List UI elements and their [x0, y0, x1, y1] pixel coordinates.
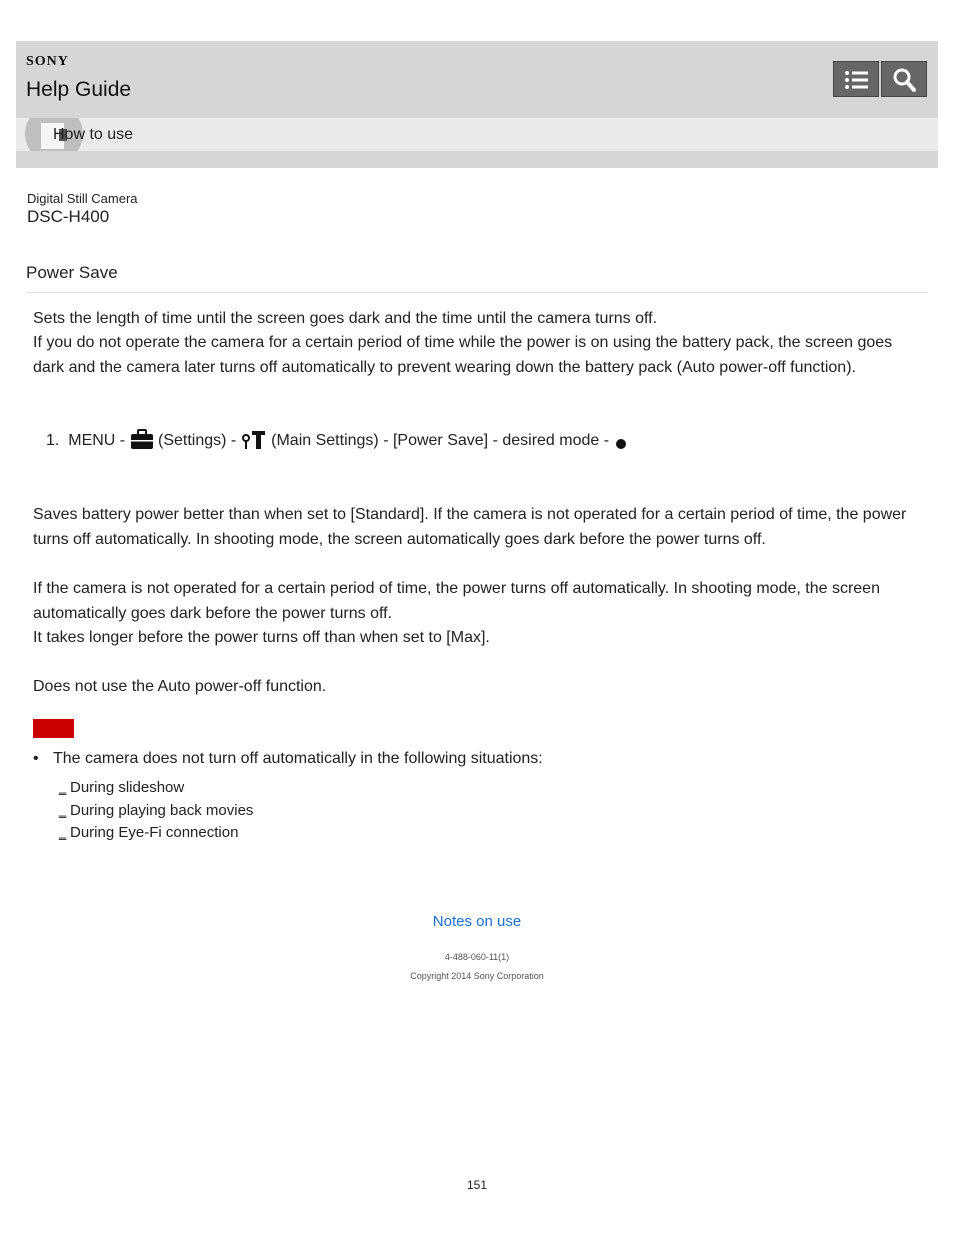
step-1 [46, 429, 628, 453]
sony-logo: SONY [26, 54, 69, 69]
settings-toolbox-icon [130, 429, 154, 450]
mode-standard-note: It takes longer before the power turns off than when set to [Max]. [33, 629, 490, 646]
product-model: DSC-H400 [27, 207, 110, 226]
note-bullet-text: The camera does not turn off automatically in the following situations: [53, 750, 543, 767]
confirm-dot-icon [614, 436, 628, 450]
mode-off-description: Does not use the Auto power-off function. [33, 678, 327, 695]
main-settings-tools-icon [241, 429, 267, 450]
page-title: Power Save [26, 263, 118, 282]
list-item: ‗ During Eye-Fi connection [59, 824, 239, 841]
copyright: Copyright 2014 Sony Corporation [410, 971, 544, 981]
note-badge [33, 719, 74, 738]
header [16, 41, 938, 168]
note-bullet [33, 747, 543, 771]
product-category: Digital Still Camera [27, 191, 138, 206]
step-menu-text: MENU - [68, 432, 130, 449]
dash-icon: ‗ [59, 825, 67, 840]
page-number: 151 [466, 1178, 488, 1192]
breadcrumb [16, 118, 938, 151]
mode-max-description: Saves battery power better than when set to [Standard]. If the camera is not operated for a certain period of time, the power turns off automatically. In shooting mode, the screen automatically goes dark before the power turns off. [33, 506, 907, 548]
intro-paragraph-2: If you do not operate the camera for a certain period of time while the power is on using the battery pack, the screen goes dark and the camera later turns off automatically to prevent wearing down the battery pack (Auto power-off function). [33, 334, 893, 376]
search-icon [882, 62, 928, 98]
search-button[interactable] [881, 61, 927, 97]
mode-standard-description: If the camera is not operated for a certain period of time, the power turns off automatically. In shooting mode, the screen automatically goes dark before the power turns off. [33, 580, 880, 622]
list-item: ‗ During slideshow [59, 779, 185, 796]
list-icon [834, 62, 880, 98]
step-number: 1. [46, 432, 60, 449]
bullet-icon: • [33, 750, 39, 767]
dash-icon: ‗ [59, 780, 67, 795]
toc-button[interactable] [833, 61, 879, 97]
help-guide-title: Help Guide [26, 78, 132, 101]
step-settings-text: (Settings) - [153, 432, 241, 449]
list-item: ‗ During playing back movies [59, 802, 254, 819]
intro-paragraph-1: Sets the length of time until the screen goes dark and the time until the camera turns off. [33, 310, 658, 327]
notes-on-use-link[interactable]: Notes on use [432, 913, 522, 930]
title-divider [26, 292, 928, 293]
step-main-settings-text: (Main Settings) - [Power Save] - desired mode - [266, 432, 614, 449]
breadcrumb-link-how-to-use[interactable]: How to use [53, 126, 134, 143]
dash-icon: ‗ [59, 803, 67, 818]
document-code: 4-488-060-11(1) [444, 952, 510, 962]
